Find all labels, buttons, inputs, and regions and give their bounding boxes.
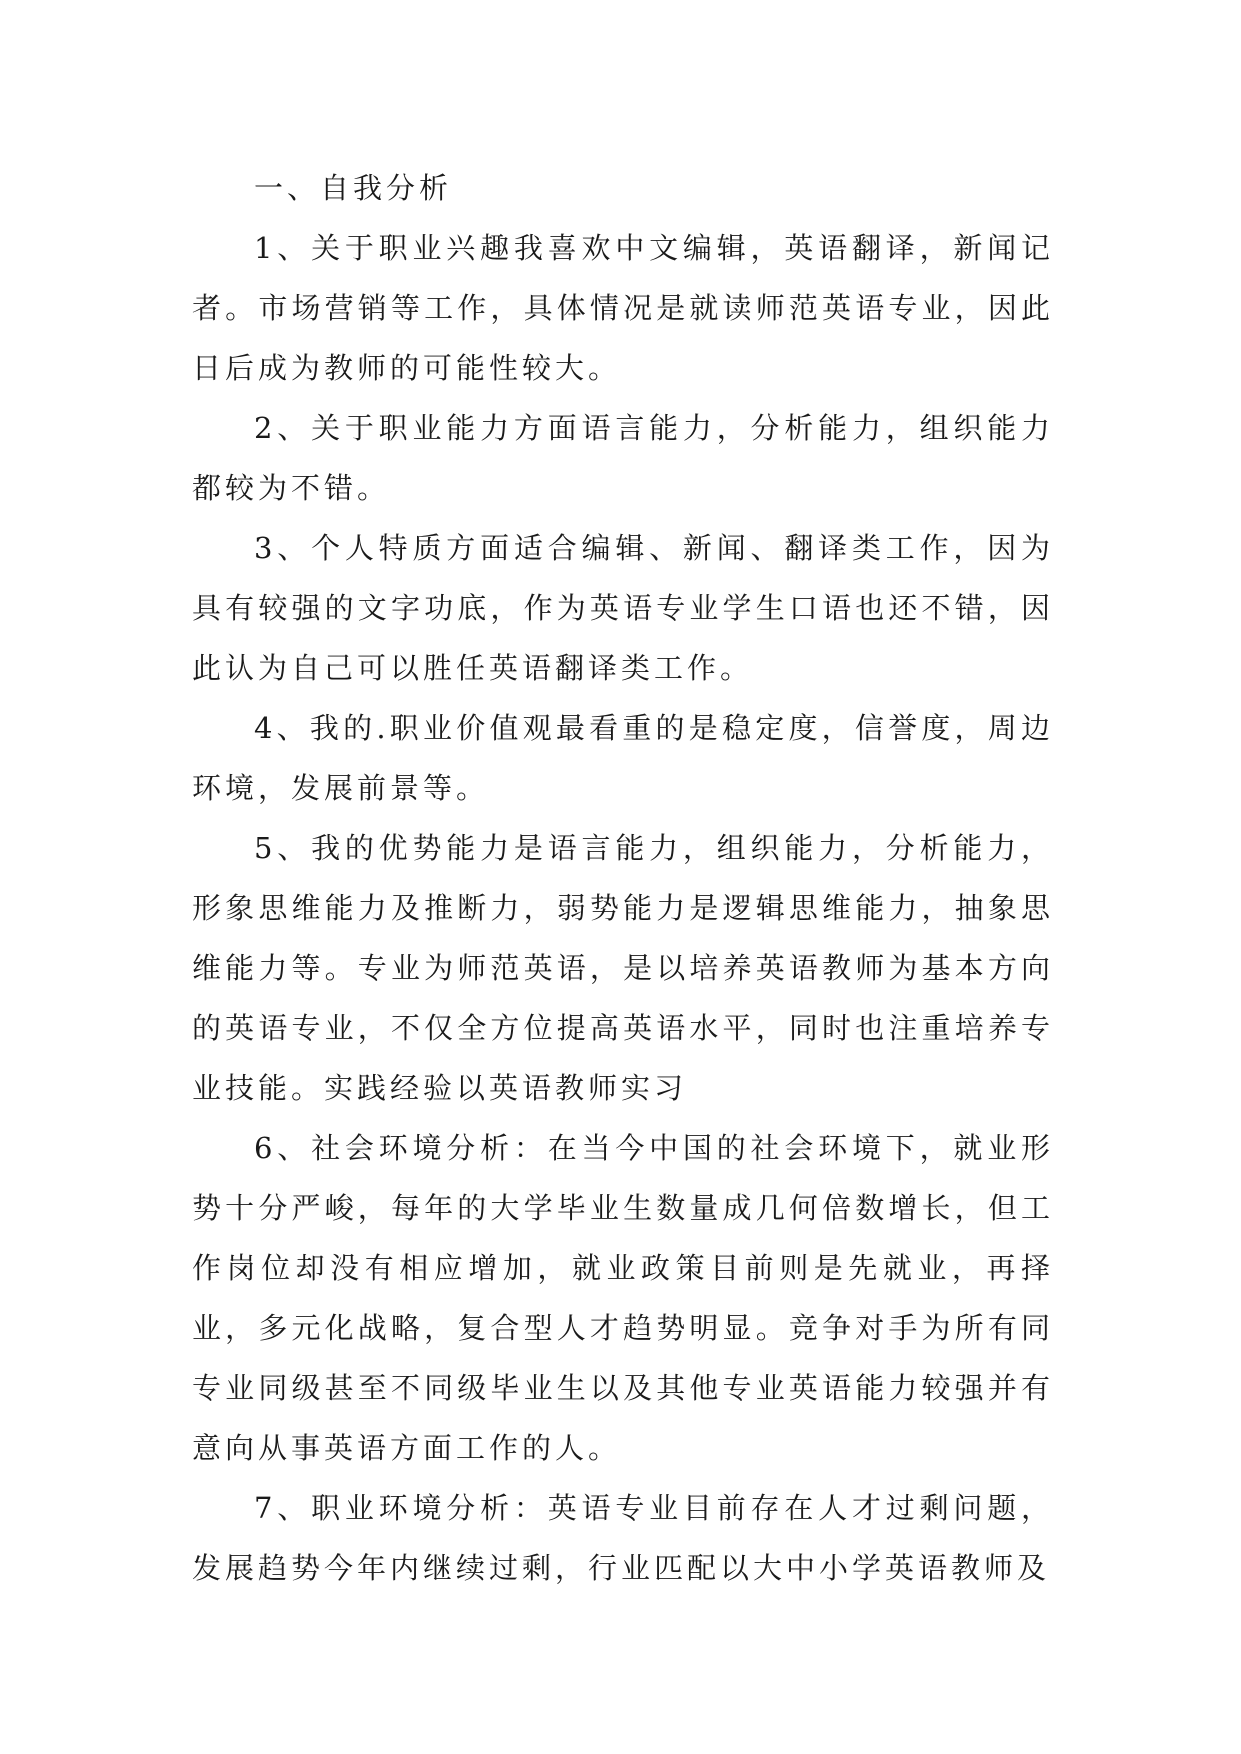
paragraph-social-environment: 6、社会环境分析：在当今中国的社会环境下，就业形势十分严峻，每年的大学毕业生数量成几何倍数增长，但工作岗位却没有相应增加，就业政策目前则是先就业，再择业，多元化战略，复合型人才趋势明显。竞争对手为所有同专业同级甚至不同级毕业生以及其他专业英语能力较强并有意向从事英语方面工作的人。: [192, 1131, 1054, 1465]
paragraph-strengths: 5、我的优势能力是语言能力，组织能力，分析能力，形象思维能力及推断力，弱势能力是逻辑思维能力，抽象思维能力等。专业为师范英语，是以培养英语教师为基本方向的英语专业，不仅全方位提高英语水平，同时也注重培养专业技能。实践经验以英语教师实习: [192, 831, 1054, 1105]
paragraph-career-ability: 2、关于职业能力方面语言能力，分析能力，组织能力都较为不错。: [192, 411, 1054, 505]
paragraph-career-environment: 7、职业环境分析：英语专业目前存在人才过剩问题，发展趋势今年内继续过剩，行业匹配以大中小学英语教师及: [192, 1491, 1054, 1585]
paragraph-personal-traits: 3、个人特质方面适合编辑、新闻、翻译类工作，因为具有较强的文字功底，作为英语专业学生口语也还不错，因此认为自己可以胜任英语翻译类工作。: [192, 531, 1054, 685]
paragraph-career-values: 4、我的.职业价值观最看重的是稳定度，信誉度，周边环境，发展前景等。: [192, 711, 1054, 805]
section-heading: 一、自我分析: [254, 171, 453, 205]
document-body: [192, 158, 1054, 1598]
paragraph-career-interest: 1、关于职业兴趣我喜欢中文编辑，英语翻译，新闻记者。市场营销等工作，具体情况是就读师范英语专业，因此日后成为教师的可能性较大。: [192, 231, 1054, 385]
